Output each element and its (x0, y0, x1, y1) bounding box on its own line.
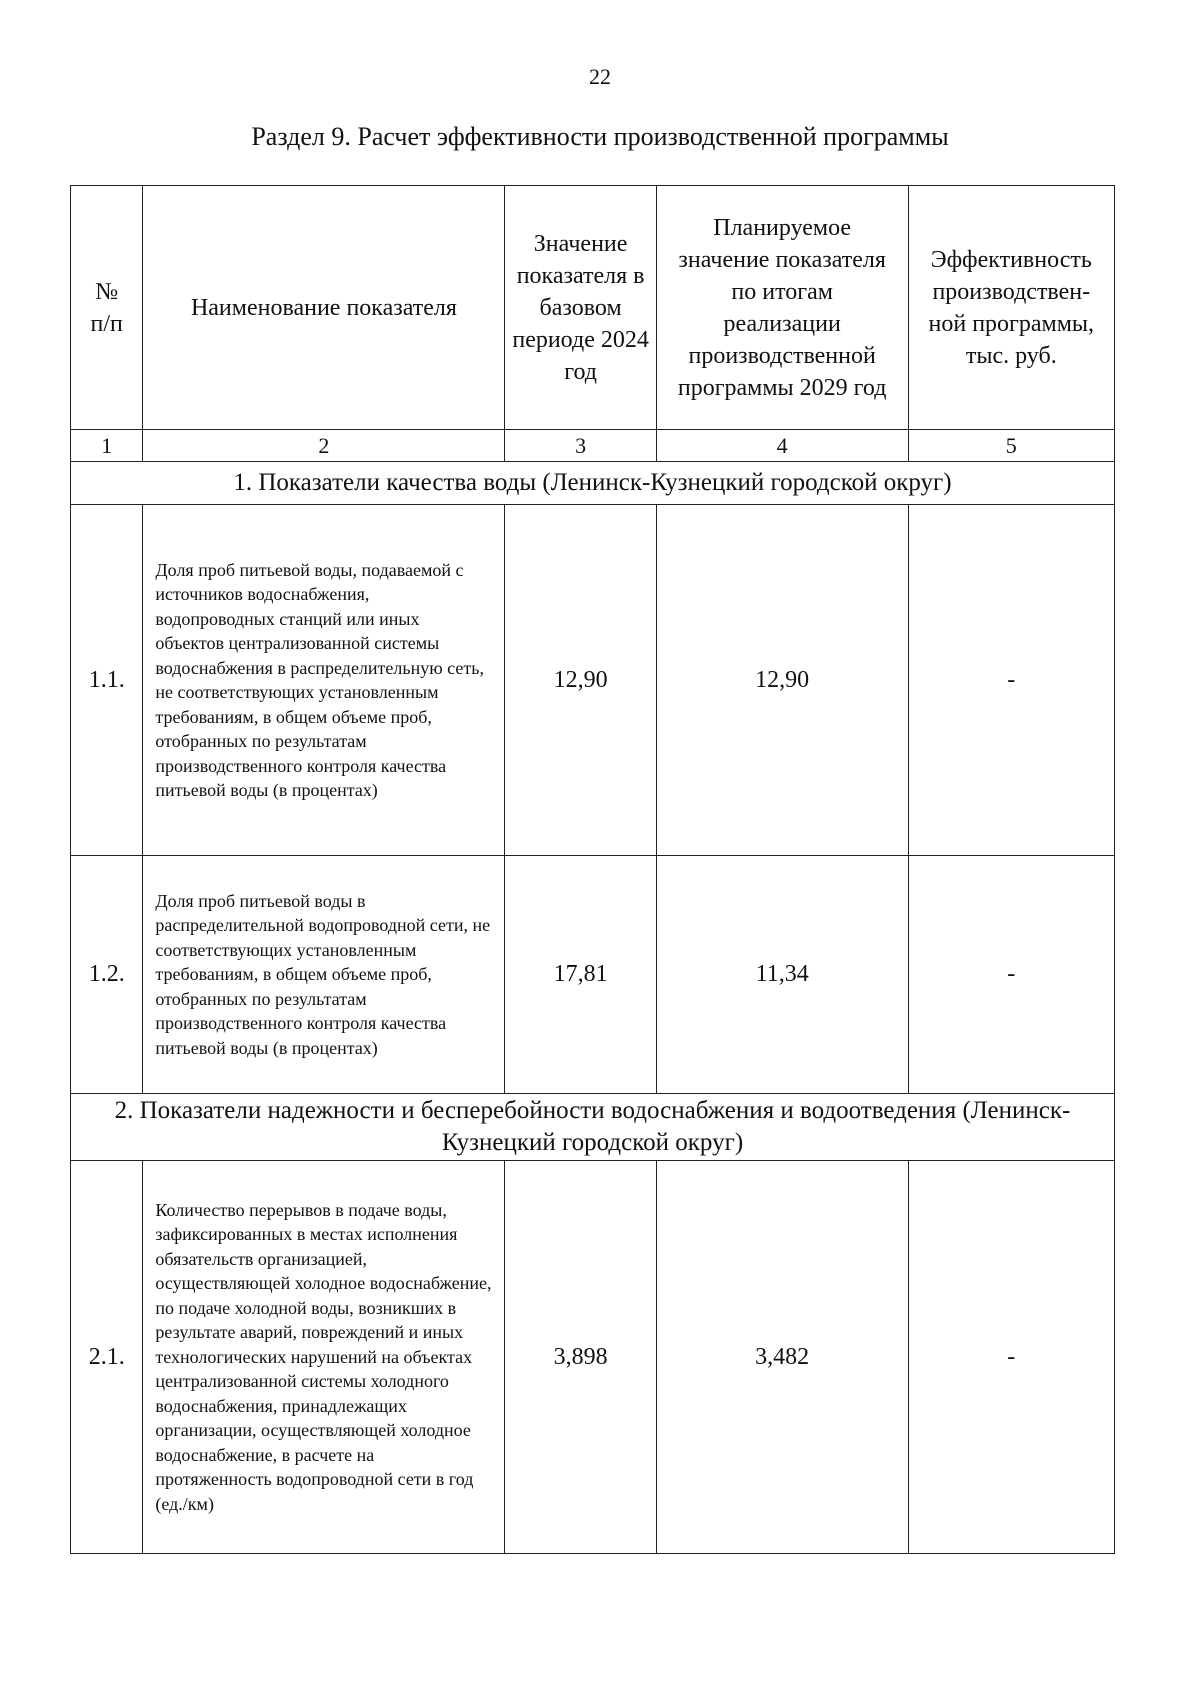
header-name: Наименование показателя (143, 186, 505, 430)
section-title-reliability: 2. Показатели надежности и бесперебойности водоснабжения и водоотведения (Ленинск-Кузнецкий городской округ) (71, 1094, 1115, 1161)
planned-value: 11,34 (656, 856, 908, 1094)
column-number: 1 (71, 430, 143, 462)
header-planned-value: Планируемое значение показателя по итогам реализации производственной программы 2029 год (656, 186, 908, 430)
section-row (71, 462, 1115, 505)
column-number: 3 (505, 430, 656, 462)
table-row (71, 505, 1115, 856)
column-number: 4 (656, 430, 908, 462)
efficiency-value: - (908, 505, 1114, 856)
efficiency-table (70, 185, 1115, 1554)
base-value: 12,90 (505, 505, 656, 856)
section-title: Раздел 9. Расчет эффективности производственной программы (251, 122, 949, 151)
row-number: 2.1. (71, 1161, 143, 1554)
efficiency-value: - (908, 856, 1114, 1094)
header-efficiency: Эффективность производствен-ной программы, тыс. руб. (908, 186, 1114, 430)
base-value: 3,898 (505, 1161, 656, 1554)
row-number: 1.2. (71, 856, 143, 1094)
planned-value: 12,90 (656, 505, 908, 856)
column-number-row (71, 430, 1115, 462)
header-base-value: Значение показателя в базовом периоде 2024 год (505, 186, 656, 430)
row-number: 1.1. (71, 505, 143, 856)
table-header-row (71, 186, 1115, 430)
planned-value: 3,482 (656, 1161, 908, 1554)
efficiency-value: - (908, 1161, 1114, 1554)
section-row (71, 1094, 1115, 1161)
header-num: № п/п (71, 186, 143, 430)
indicator-name: Доля проб питьевой воды в распределительной водопроводной сети, не соответствующих установленным требованиям, в общем объеме проб, отобранных по результатам производственного контроля качества питьевой воды (в процентах) (143, 856, 505, 1094)
indicator-name: Доля проб питьевой воды, подаваемой с источников водоснабжения, водопроводных станций или иных объектов централизованной системы водоснабжения в распределительную сеть, не соответствующих установленным требованиям, в общем объеме проб, отобранных по результатам производственного контроля качества питьевой воды (в процентах) (143, 505, 505, 856)
table-row (71, 1161, 1115, 1554)
base-value: 17,81 (505, 856, 656, 1094)
column-number: 5 (908, 430, 1114, 462)
column-number: 2 (143, 430, 505, 462)
table-row (71, 856, 1115, 1094)
indicator-name: Количество перерывов в подаче воды, зафиксированных в местах исполнения обязательств организацией, осуществляющей холодное водоснабжение, по подаче холодной воды, возникших в результате аварий, повреждений и иных технологических нарушений на объектах централизованной системы холодного водоснабжения, принадлежащих организации, осуществляющей холодное водоснабжение, в расчете на протяженность водопроводной сети в год (ед./км) (143, 1161, 505, 1554)
section-title-water-quality: 1. Показатели качества воды (Ленинск-Кузнецкий городской округ) (71, 462, 1115, 505)
page-number: 22 (589, 64, 611, 89)
